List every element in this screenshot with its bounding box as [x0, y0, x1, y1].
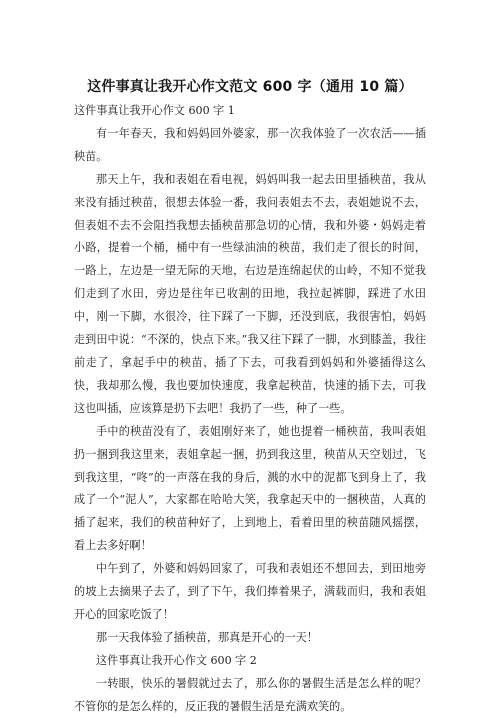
paragraph: 那天上午，我和表姐在看电视，妈妈叫我一起去田里插秧苗，我从来没有插过秧苗，很想去体验一番，我问表姐去不去，表姐她说不去，但表姐不去不会阻挡我想去插秧苗那急切的心情，我和外婆・妈妈走着小路，提着一个桶，桶中有一些绿油油的秧苗，我们走了很长的时间，一路上，左边是一望无际的天地，右边是连绵起伏的山岭，不知不觉我们走到了水田，旁边是往年已收割的田地，我拉起裤脚，踩进了水田中，刚一下脚，水很冷，往下踩了一下脚，还没到底，我很害怕，妈妈走到田中说：“不深的，快点下来。”我又往下踩了一脚，水到膝盖，我往前走了，拿起手中的秧苗，插了下去，可我看到妈妈和外婆插得这么快，我却那么慢，我也要加快速度，我拿起秧苗，快速的插下去，可我这也叫插，应该算是扔下去吧！我扔了一些，种了一些。: [74, 172, 426, 415]
paragraph: 有一年春天，我和妈妈回外婆家，那一次我体验了一次农活——插秧苗。: [74, 126, 426, 163]
document-body: [74, 100, 426, 718]
paragraph: 一转眼，快乐的暑假就过去了，那么你的暑假生活是怎么样的呢？不管你的是怎么样的，反正我的暑假生活是充满欢笑的。: [74, 676, 426, 713]
document-title: 这件事真让我开心作文范文 600 字（通用 10 篇）: [87, 79, 413, 95]
paragraph: 这件事真让我开心作文 600 字 2: [96, 653, 257, 667]
paragraph: 手中的秧苗没有了，表姐刚好来了，她也提着一桶秧苗，我叫表姐扔一捆到我这里来，表姐拿起一捆，扔到我这里，秧苗从天空划过，飞到我这里，“咚”的一声落在我的身后，溅的水中的泥都飞到身上了，我成了一个“泥人”，大家都在哈哈大笑，我拿起天中的一捆秧苗，人真的插了起来，我们的秧苗种好了，上到地上，看着田里的秧苗随风摇摆，看上去多好啊！: [74, 424, 426, 553]
paragraph: 那一天我体验了插秧苗，那真是开心的一天！: [96, 630, 318, 644]
section-heading: 这件事真让我开心作文 600 字 1: [74, 104, 235, 117]
paragraph: 中午到了，外婆和妈妈回家了，可我和表姐还不想回去，到田地旁的坡上去摘果子去了，到了下午，我们捧着果子，满载而归，我和表姐开心的回家吃饭了！: [74, 562, 426, 621]
